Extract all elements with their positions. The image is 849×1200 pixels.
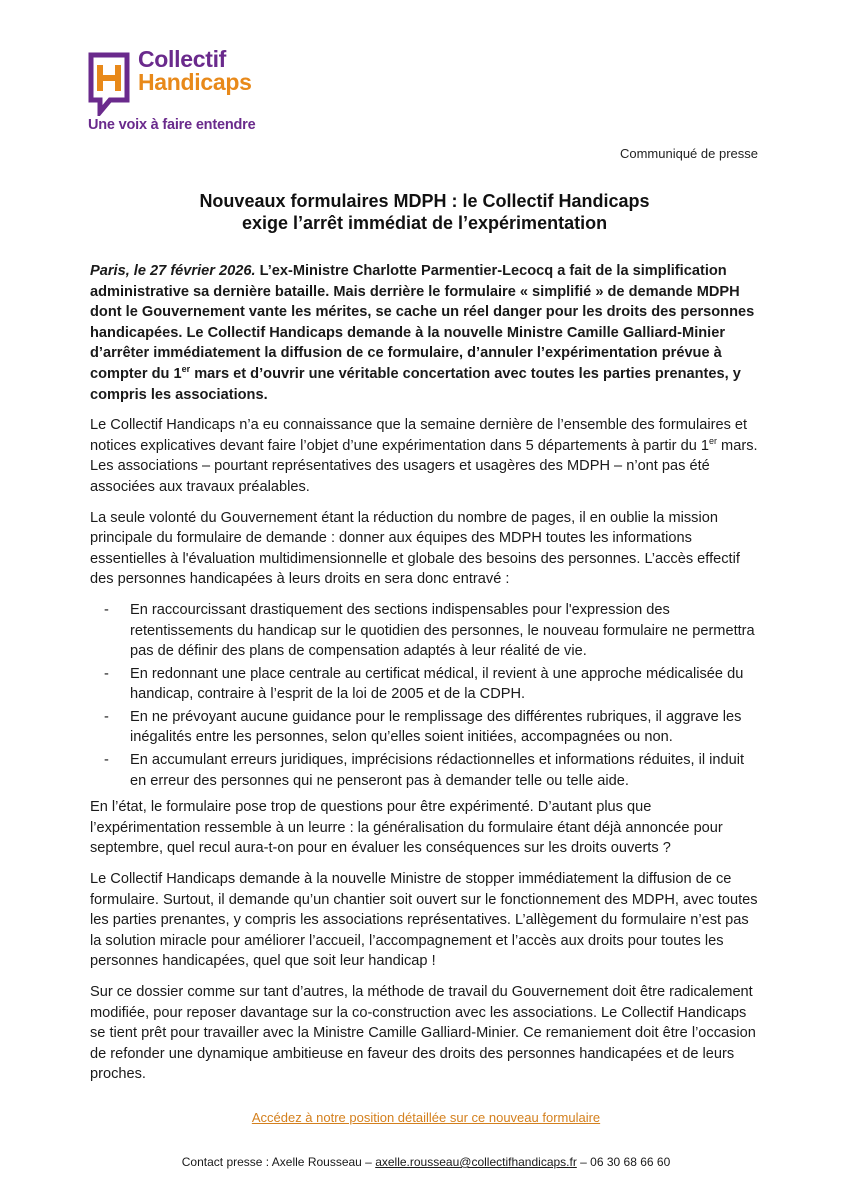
logo-line1: Collectif bbox=[138, 46, 227, 72]
logo-wordmark bbox=[138, 48, 252, 94]
paragraph-5: Sur ce dossier comme sur tant d’autres, la méthode de travail du Gouvernement doit être radicalement modifiée, pour reposer davantage sur la co-construction avec les associations. Le Collectif Handicaps se tient prêt pour travailler avec la Ministre Camille Galliard-Minier. Ce remaniement doit être l’occasion de refonder une dynamique ambitieuse en faveur des droits des personnes handicapées et de leurs proches. bbox=[90, 984, 756, 1083]
bullet-dash: - bbox=[104, 708, 109, 725]
list-item bbox=[90, 600, 762, 662]
p1-sup: er bbox=[708, 435, 717, 446]
logo-line2: Handicaps bbox=[138, 69, 252, 95]
article-body bbox=[90, 261, 762, 1095]
list-item-text: En redonnant une place centrale au certificat médical, il revient à une approche médicalisée du handicap, contraire à l’esprit de la loi de 2005 et de la CDPH. bbox=[130, 665, 744, 703]
logo-tagline: Une voix à faire entendre bbox=[88, 117, 256, 133]
title-line1: Nouveaux formulaires MDPH : le Collectif Handicaps bbox=[199, 191, 650, 211]
contact-prefix: Contact presse : Axelle Rousseau – bbox=[181, 1155, 376, 1169]
title-line2: exige l’arrêt immédiat de l’expérimentation bbox=[241, 213, 608, 233]
dateline: Paris, le 27 février 2026. bbox=[90, 263, 256, 279]
p1-text-1: Le Collectif Handicaps n’a eu connaissance que la semaine dernière de l’ensemble des formulaires et notices explicatives devant faire l’objet d’une expérimentation dans 5 départements à partir du 1 bbox=[90, 417, 748, 454]
lead-text-1: L’ex-Ministre Charlotte Parmentier-Lecocq a fait de la simplification administrative sa dernière bataille. Mais derrière le formulaire « simplifié » de demande MDPH dont le Gouvernement vante les mérites, se cache un réel danger pour les droits des personnes handicapées. Le Collectif Handicaps demande à la nouvelle Ministre Camille Galliard-Minier d’arrêter immédiatement la diffusion de ce formulaire, d’annuler l’expérimentation prévue à compter du 1 bbox=[90, 263, 755, 382]
paragraph-1 bbox=[90, 415, 762, 497]
contact-email-link[interactable]: axelle.rousseau@collectifhandicaps.fr bbox=[375, 1155, 577, 1169]
list-item-text: En raccourcissant drastiquement des sections indispensables pour l'expression des retentissements du handicap sur le quotidien des personnes, le nouveau formulaire ne permettra pas de définir des plans de compensation adaptés à leur réalité de vie. bbox=[130, 601, 755, 660]
lead-text-2: mars et d’ouvrir une véritable concertation avec toutes les parties prenantes, y compris les associations. bbox=[90, 365, 741, 403]
position-link-line bbox=[90, 1110, 762, 1125]
page-title bbox=[88, 190, 761, 234]
list-item-text: En accumulant erreurs juridiques, imprécisions rédactionnelles et informations réduites, il induit en erreur des personnes qui ne penseront pas à demander telle ou telle aide. bbox=[130, 752, 745, 789]
speech-bubble-h-icon bbox=[88, 52, 130, 116]
paragraph-2: La seule volonté du Gouvernement étant la réduction du nombre de pages, il en oublie la mission principale du formulaire de demande : donner aux équipes des MDPH toutes les informations essentielles à l'évaluation multidimensionnelle et globale des besoins des personnes. L’accès effectif des personnes handicapées à leurs droits en sera donc entravé : bbox=[90, 509, 740, 588]
list-item-text: En ne prévoyant aucune guidance pour le remplissage des différentes rubriques, il aggrave les inégalités entre les personnes, selon qu’elles soient initiées, accompagnées ou non. bbox=[130, 708, 742, 746]
paragraph-3: En l’état, le formulaire pose trop de questions pour être expérimenté. D’autant plus que l’expérimentation ressemble à un leurre : la généralisation du formulaire étant déjà annoncée pour septembre, quel recul aura-t-on pour en évaluer les conséquences sur les droits ouverts ? bbox=[90, 799, 723, 857]
bullet-list bbox=[90, 600, 762, 791]
bullet-dash: - bbox=[104, 601, 109, 618]
p1-text-2: mars. Les associations – pourtant représentatives des usagers et usagères des MDPH – n’ont pas été associées aux travaux préalables. bbox=[90, 437, 758, 495]
bullet-dash: - bbox=[104, 665, 109, 682]
contact-phone: – 06 30 68 66 60 bbox=[576, 1155, 671, 1169]
position-link[interactable]: Accédez à notre position détaillée sur ce nouveau formulaire bbox=[251, 1110, 601, 1125]
list-item bbox=[90, 707, 762, 748]
press-contact bbox=[90, 1155, 762, 1169]
lead-sup: er bbox=[181, 364, 191, 375]
lead-paragraph bbox=[90, 261, 762, 405]
bullet-dash: - bbox=[104, 752, 109, 769]
list-item bbox=[90, 664, 762, 705]
document-type: Communiqué de presse bbox=[619, 146, 758, 161]
list-item bbox=[90, 750, 762, 791]
paragraph-4: Le Collectif Handicaps demande à la nouvelle Ministre de stopper immédiatement la diffusion de ce formulaire. Surtout, il demande qu’un chantier soit ouvert sur le fonctionnement des MDPH, avec toutes les parties prenantes, y compris les associations représentatives. L’allègement du formulaire n’est pas la solution miracle pour améliorer l’accueil, l’accompagnement et l’accès aux droits pour toutes les personnes handicapées, quel que soit leur handicap ! bbox=[90, 871, 758, 970]
